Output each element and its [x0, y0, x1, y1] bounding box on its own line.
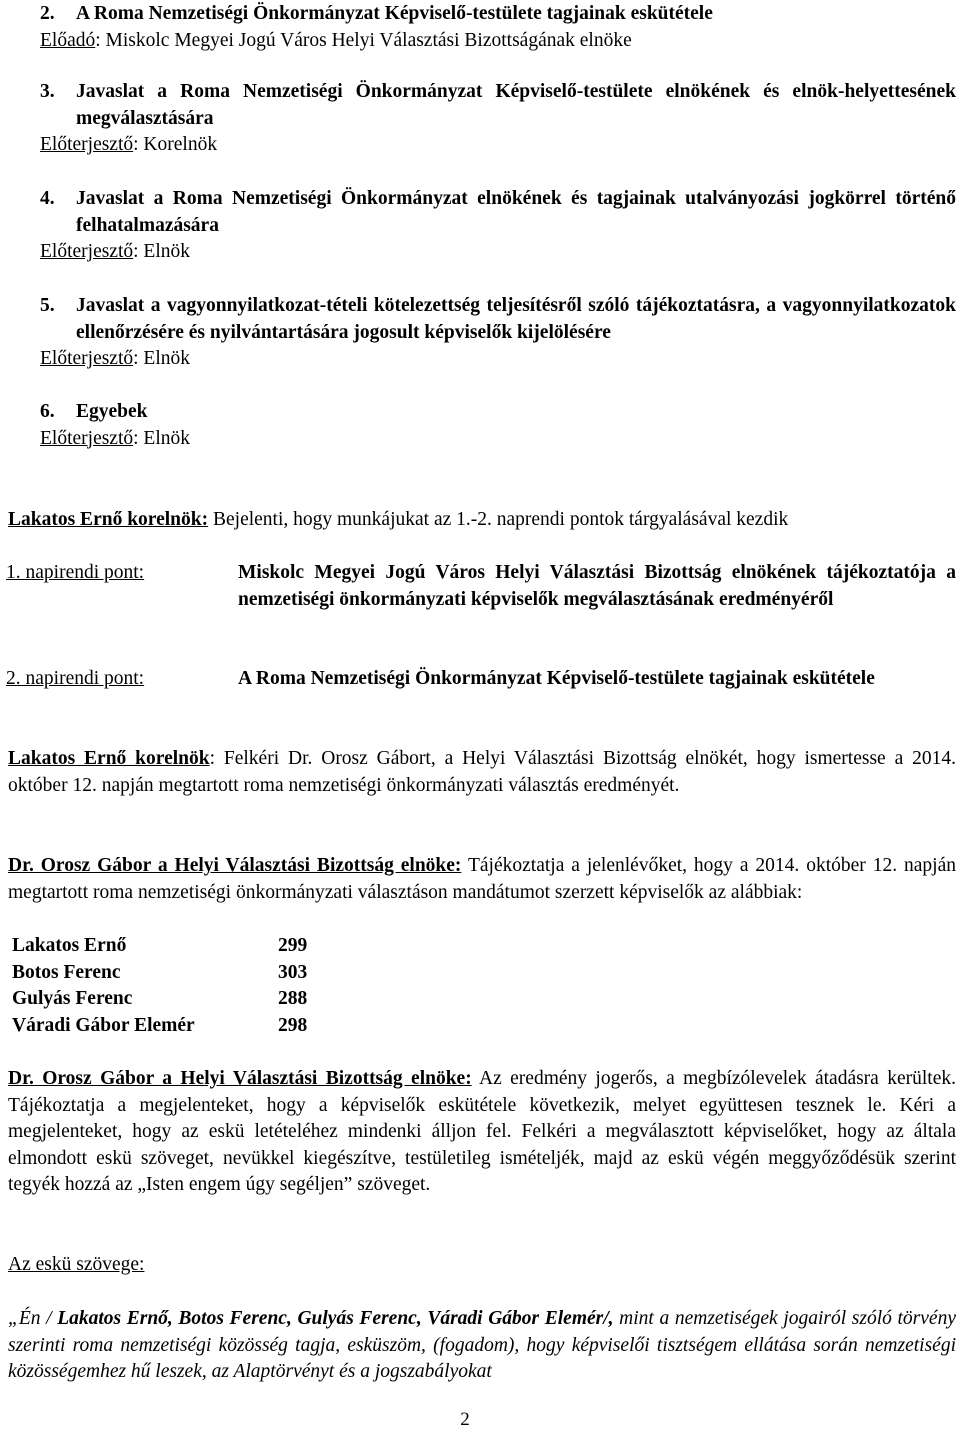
results-table [12, 933, 307, 1039]
presenter-name: : Elnök [133, 241, 191, 262]
oath-names: Lakatos Ernő, Botos Ferenc, Gulyás Ferenc, Váradi Gábor Elemér [57, 1308, 604, 1329]
speech-text: Tájékoztatja a jelenlévőket, hogy a 2014. október 12. napján megtartott roma nemzetiségi önkormányzati választáson mandátumot szerzett képviselők az alábbiak: [8, 855, 956, 903]
page-number: 2 [460, 1409, 470, 1430]
agenda-title: Javaslat a vagyonnyilatkozat-tételi kötelezettség teljesítésről szóló tájékoztatásra, a vagyonnyilatkozatok ellenőrzésére és nyilvántartására jogosult képviselők kijelölésére [76, 295, 956, 343]
candidate-name: Botos Ferenc [12, 961, 121, 983]
agenda-number: 5. [40, 295, 55, 316]
vote-count: 298 [278, 1014, 308, 1036]
agenda-item-5 [40, 293, 956, 373]
table-row [12, 960, 307, 987]
table-row [12, 986, 307, 1013]
napirendi-pont-2 [0, 666, 960, 720]
elnok-report [8, 853, 956, 906]
presenter-name: : Elnök [133, 427, 191, 449]
presenter-label: Előterjesztő [40, 134, 134, 155]
napirendi-title: A Roma Nemzetiségi Önkormányzat Képviselő-testülete tagjainak eskütétele [238, 668, 875, 689]
table-row [12, 1013, 307, 1040]
agenda-item-6 [40, 399, 956, 452]
korelnok-announcement [8, 507, 956, 534]
speech-text: : Felkéri Dr. Orosz Gábort, a Helyi Választási Bizottság elnökét, hogy ismertesse a 2014. október 12. napján megtartott roma nemzetiségi önkormányzati választás eredményét. [8, 748, 956, 796]
presenter-label: Előterjesztő [40, 427, 134, 449]
agenda-number: 2. [40, 3, 55, 24]
agenda-title: Javaslat a Roma Nemzetiségi Önkormányzat elnökének és tagjainak utalványozási jogkörrel történő felhatalmazására [76, 188, 956, 236]
agenda-item-3 [40, 79, 956, 159]
elnok-oath-instructions [8, 1066, 956, 1199]
speaker-name: Lakatos Ernő korelnök [8, 748, 210, 769]
agenda-item-4 [40, 186, 956, 266]
vote-count: 299 [278, 935, 308, 956]
presenter-label: Előadó [40, 29, 96, 51]
speech-text: Bejelenti, hogy munkájukat az 1.-2. naprendi pontok tárgyalásával kezdik [208, 509, 789, 530]
oath-heading [8, 1252, 956, 1279]
presenter-name: : Elnök [133, 348, 191, 369]
candidate-name: Lakatos Ernő [12, 935, 127, 956]
vote-count: 288 [278, 988, 308, 1009]
agenda-number: 6. [40, 401, 55, 422]
agenda-title: A Roma Nemzetiségi Önkormányzat Képviselő-testülete tagjainak eskütétele [76, 3, 713, 24]
oath-text [8, 1306, 956, 1386]
oath-heading-text: Az eskü szövege: [8, 1254, 145, 1275]
napirendi-title: Miskolc Megyei Jogú Város Helyi Választási Bizottság elnökének tájékoztatója a nemzetiségi önkormányzati képviselők megválasztásának eredményéről [238, 562, 956, 610]
oath-body: mint a nemzetiségek jogairól szóló törvény szerinti roma nemzetiségi közösség tagja, esküszöm, (fogadom), hogy képviselői tisztségem ellátása során nemzetiségi közösségemhez hű leszek, az Alaptörvényt és a jogszabályokat [8, 1308, 956, 1382]
speech-text: Az eredmény jogerős, a megbízólevelek átadásra kerültek. Tájékoztatja a megjelenteket, hogy a képviselők eskütétele következik, melyet együttesen tesznek le. Kéri a megjelenteket, hogy az eskü letételéhez mindenki álljon fel. Felkéri a megválasztott képviselőket, hogy az általa elmondott eskü szöveget, nevükkel kiegészítve, testületileg ismételjék, majd az eskü végén meggyőződésük szerint tegyék hozzá az „Isten engem úgy segéljen” szöveget. [8, 1068, 956, 1195]
presenter-label: Előterjesztő [40, 348, 134, 369]
oath-separator: /, [603, 1308, 620, 1329]
presenter-label: Előterjesztő [40, 241, 134, 262]
agenda-number: 3. [40, 81, 55, 102]
candidate-name: Váradi Gábor Elemér [12, 1014, 195, 1036]
napirendi-pont-1 [0, 560, 960, 640]
presenter-name: : Miskolc Megyei Jogú Város Helyi Választási Bizottságának elnöke [95, 29, 632, 51]
vote-count: 303 [278, 961, 308, 983]
speaker-name: Dr. Orosz Gábor a Helyi Választási Bizottság elnöke: [8, 855, 462, 876]
napirendi-label: 1. napirendi pont: [6, 562, 145, 583]
agenda-title: Egyebek [76, 401, 148, 422]
napirendi-label: 2. napirendi pont: [6, 668, 145, 689]
oath-lead: „Én / [8, 1308, 58, 1329]
speaker-name: Dr. Orosz Gábor a Helyi Választási Bizottság elnöke: [8, 1068, 472, 1089]
korelnok-request [8, 746, 956, 799]
agenda-number: 4. [40, 188, 55, 209]
agenda-title: Javaslat a Roma Nemzetiségi Önkormányzat Képviselő-testülete elnökének és elnök-helyettesének megválasztására [76, 81, 956, 129]
candidate-name: Gulyás Ferenc [12, 988, 133, 1009]
agenda-item-2 [40, 1, 956, 54]
presenter-name: : Korelnök [133, 134, 218, 155]
speaker-name: Lakatos Ernő korelnök: [8, 509, 209, 530]
table-row [12, 933, 307, 960]
